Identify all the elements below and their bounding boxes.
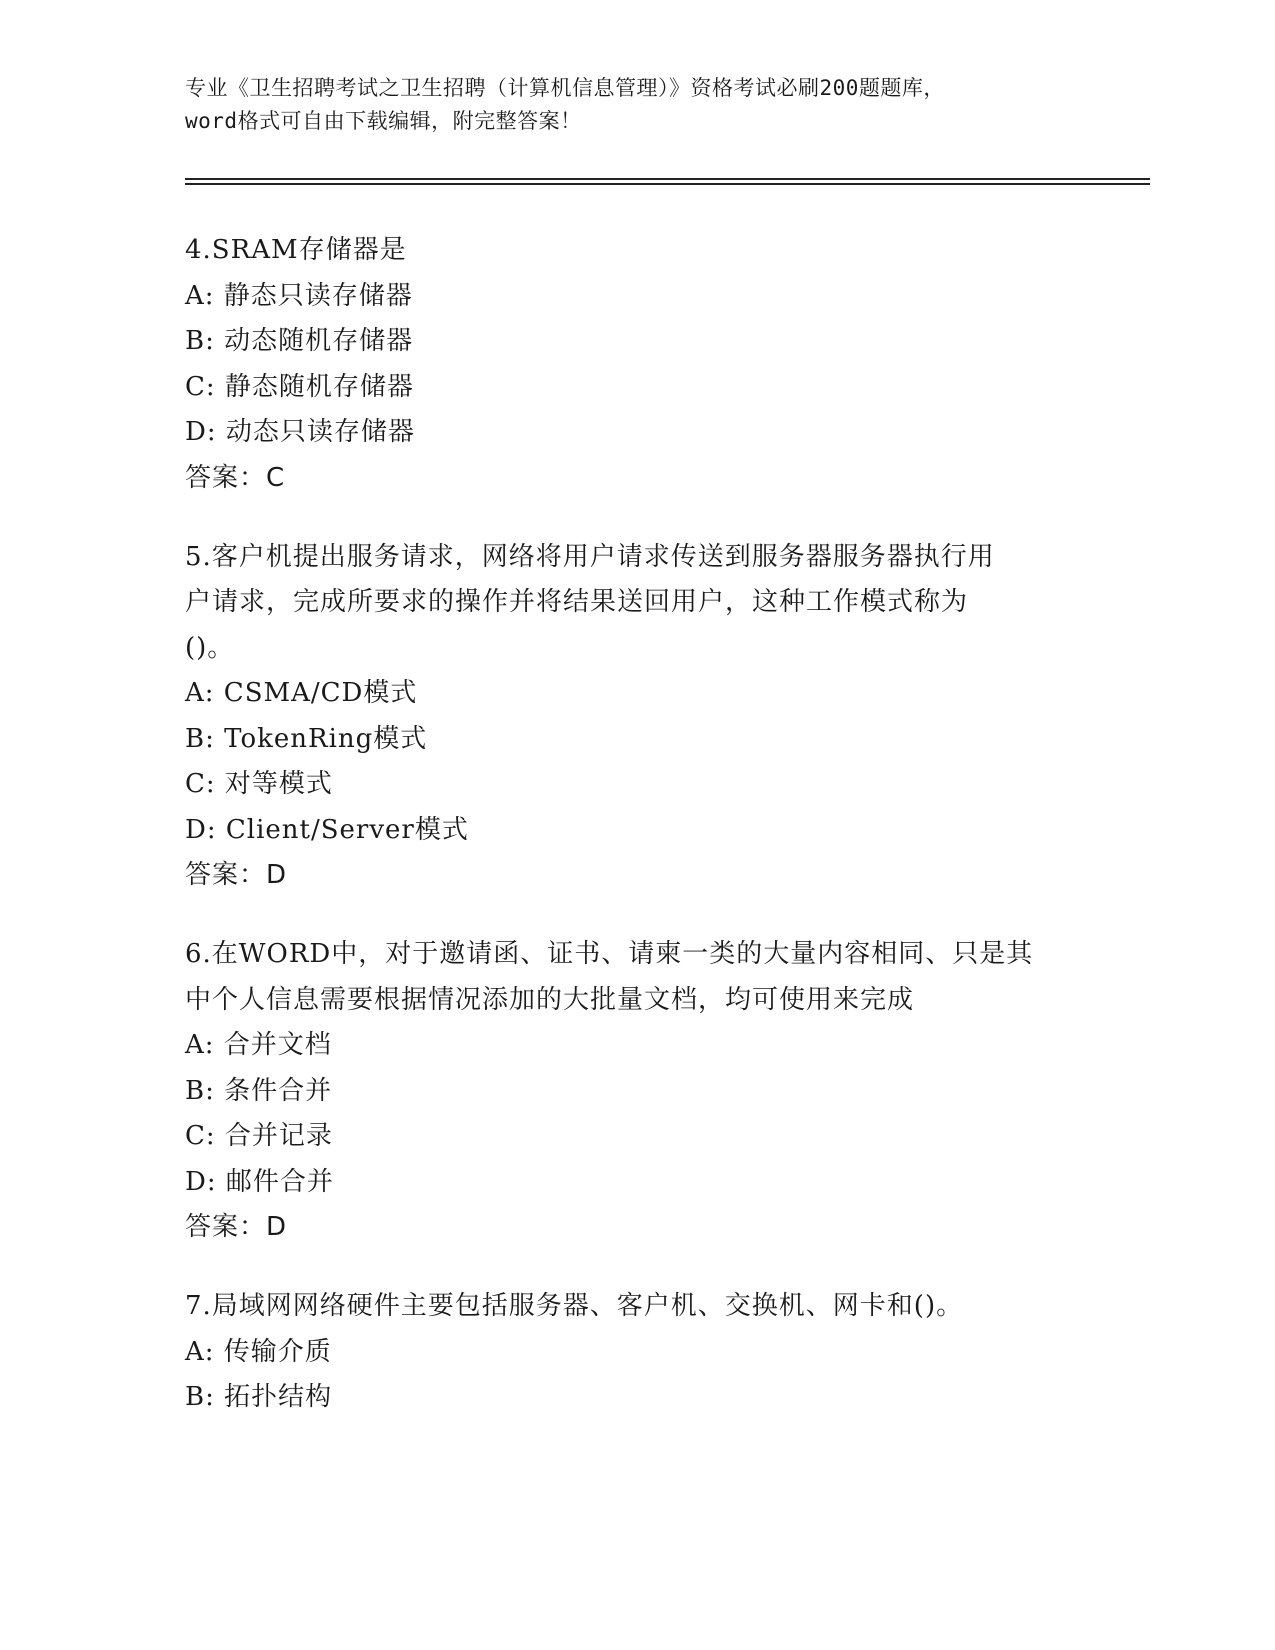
option-a: A: 静态只读存储器 xyxy=(185,280,413,311)
option-b: B: 条件合并 xyxy=(185,1075,333,1106)
header-line-2: word格式可自由下载编辑，附完整答案！ xyxy=(185,109,582,133)
header-divider-bottom xyxy=(185,183,1150,185)
question-stem: 5.客户机提出服务请求，网络将用户请求传送到服务器服务器执行用户请求，完成所要求的操作并将结果送回用户，这种工作模式称为()。 xyxy=(185,541,995,663)
header-line-1: 专业《卫生招聘考试之卫生招聘（计算机信息管理）》资格考试必刷200题题库， xyxy=(185,76,945,100)
answer-line: 答案：D xyxy=(185,860,288,890)
option-d: D: Client/Server模式 xyxy=(185,814,469,845)
option-b: B: 动态随机存储器 xyxy=(185,326,414,356)
document-header xyxy=(185,72,1085,138)
question-7 xyxy=(185,1284,1085,1421)
option-a: A: 传输介质 xyxy=(185,1336,332,1367)
question-stem: 7.局域网网络硬件主要包括服务器、客户机、交换机、网卡和()。 xyxy=(185,1291,964,1321)
question-stem: 4.SRAM存储器是 xyxy=(185,235,407,265)
option-c: C: 静态随机存储器 xyxy=(185,371,414,402)
question-list xyxy=(185,228,1085,1455)
option-c: C: 对等模式 xyxy=(185,769,333,799)
question-4 xyxy=(185,228,1085,501)
header-divider-top xyxy=(185,178,1150,180)
option-a: A: 合并文档 xyxy=(185,1030,332,1060)
option-b: B: 拓扑结构 xyxy=(185,1382,333,1412)
option-d: D: 邮件合并 xyxy=(185,1166,334,1197)
option-a: A: CSMA/CD模式 xyxy=(185,678,418,708)
option-b: B: TokenRing模式 xyxy=(185,723,428,754)
question-5 xyxy=(185,535,1085,899)
answer-line: 答案：C xyxy=(185,462,286,493)
question-stem: 6.在WORD中，对于邀请函、证书、请柬一类的大量内容相同、只是其中个人信息需要根据情况添加的大批量文档，均可使用来完成 xyxy=(185,939,1034,1015)
question-6 xyxy=(185,932,1085,1250)
option-c: C: 合并记录 xyxy=(185,1121,333,1151)
option-d: D: 动态只读存储器 xyxy=(185,417,415,447)
answer-line: 答案：D xyxy=(185,1212,288,1242)
